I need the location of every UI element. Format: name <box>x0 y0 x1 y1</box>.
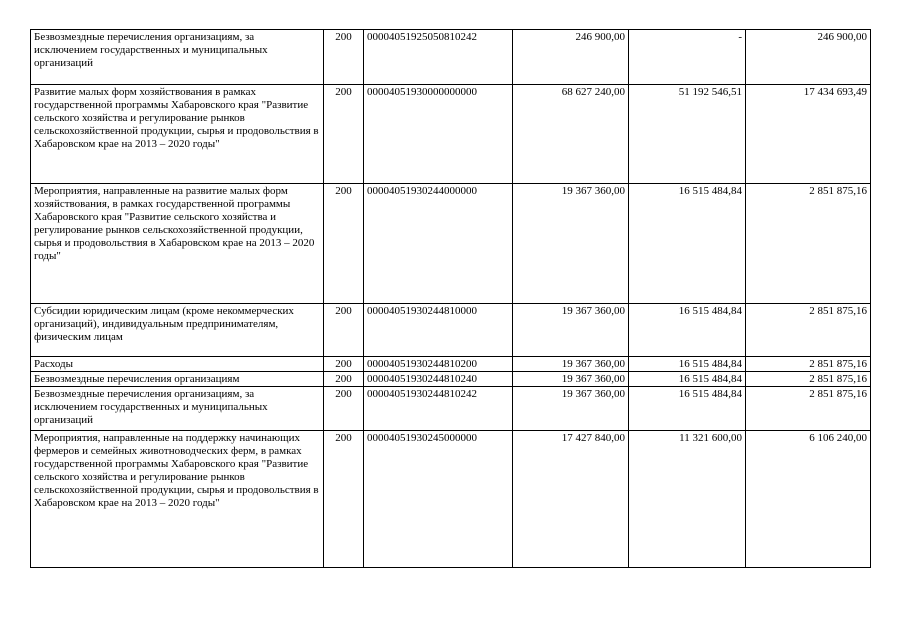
unexecuted-amount-cell: 2 851 875,16 <box>746 184 871 304</box>
approved-amount-cell: 68 627 240,00 <box>513 85 629 184</box>
unexecuted-amount-cell: 6 106 240,00 <box>746 431 871 568</box>
classification-code-cell: 00004051930000000000 <box>364 85 513 184</box>
admin-code-cell: 200 <box>324 85 364 184</box>
unexecuted-amount-cell: 2 851 875,16 <box>746 304 871 357</box>
executed-amount-cell: 16 515 484,84 <box>629 184 746 304</box>
table-row <box>31 357 871 372</box>
classification-code-cell: 00004051930244810000 <box>364 304 513 357</box>
executed-amount-cell: 16 515 484,84 <box>629 304 746 357</box>
row-name-cell: Безвозмездные перечисления организациям, за исключением государственных и муниципальных организаций <box>31 387 324 431</box>
classification-code-cell: 00004051930244810200 <box>364 357 513 372</box>
approved-amount-cell: 19 367 360,00 <box>513 184 629 304</box>
admin-code-cell: 200 <box>324 304 364 357</box>
executed-amount-cell: 16 515 484,84 <box>629 372 746 387</box>
approved-amount-cell: 19 367 360,00 <box>513 372 629 387</box>
classification-code-cell: 00004051930244000000 <box>364 184 513 304</box>
admin-code-cell: 200 <box>324 431 364 568</box>
executed-amount-cell: 16 515 484,84 <box>629 387 746 431</box>
classification-code-cell: 00004051930244810240 <box>364 372 513 387</box>
executed-amount-cell: 11 321 600,00 <box>629 431 746 568</box>
executed-amount-cell: 16 515 484,84 <box>629 357 746 372</box>
admin-code-cell: 200 <box>324 30 364 85</box>
classification-code-cell: 00004051925050810242 <box>364 30 513 85</box>
approved-amount-cell: 19 367 360,00 <box>513 387 629 431</box>
row-name-cell: Субсидии юридическим лицам (кроме некоммерческих организаций), индивидуальным предпринимателям, физическим лицам <box>31 304 324 357</box>
executed-amount-cell: 51 192 546,51 <box>629 85 746 184</box>
admin-code-cell: 200 <box>324 184 364 304</box>
row-name-cell: Безвозмездные перечисления организациям <box>31 372 324 387</box>
row-name-cell: Безвозмездные перечисления организациям, за исключением государственных и муниципальных организаций <box>31 30 324 85</box>
table-row <box>31 304 871 357</box>
row-name-cell: Мероприятия, направленные на развитие малых форм хозяйствования, в рамках государственной программы Хабаровского края "Развитие сельского хозяйства и регулирование рынков сельскохозяйственной продукции, сырья и продовольствия в Хабаровском крае на 2013 – 2020 годы" <box>31 184 324 304</box>
approved-amount-cell: 246 900,00 <box>513 30 629 85</box>
unexecuted-amount-cell: 2 851 875,16 <box>746 387 871 431</box>
classification-code-cell: 00004051930245000000 <box>364 431 513 568</box>
row-name-cell: Мероприятия, направленные на поддержку начинающих фермеров и семейных животноводческих ферм, в рамках государственной программы Хабаровского края "Развитие сельского хозяйства и регулирование рынков сельскохозяйственной продукции, сырья и продовольствия в Хабаровском крае на 2013 – 2020 годы" <box>31 431 324 568</box>
approved-amount-cell: 19 367 360,00 <box>513 304 629 357</box>
admin-code-cell: 200 <box>324 372 364 387</box>
admin-code-cell: 200 <box>324 387 364 431</box>
table-row <box>31 372 871 387</box>
executed-amount-cell: - <box>629 30 746 85</box>
table-row <box>31 184 871 304</box>
table-row <box>31 85 871 184</box>
row-name-cell: Расходы <box>31 357 324 372</box>
classification-code-cell: 00004051930244810242 <box>364 387 513 431</box>
budget-execution-table <box>30 29 871 568</box>
table-row <box>31 30 871 85</box>
unexecuted-amount-cell: 2 851 875,16 <box>746 372 871 387</box>
unexecuted-amount-cell: 17 434 693,49 <box>746 85 871 184</box>
approved-amount-cell: 19 367 360,00 <box>513 357 629 372</box>
table-row <box>31 387 871 431</box>
approved-amount-cell: 17 427 840,00 <box>513 431 629 568</box>
unexecuted-amount-cell: 246 900,00 <box>746 30 871 85</box>
table-row <box>31 431 871 568</box>
admin-code-cell: 200 <box>324 357 364 372</box>
row-name-cell: Развитие малых форм хозяйствования в рамках государственной программы Хабаровского края "Развитие сельского хозяйства и регулирование рынков сельскохозяйственной продукции, сырья и продовольствия в Хабаровском крае на 2013 – 2020 годы" <box>31 85 324 184</box>
unexecuted-amount-cell: 2 851 875,16 <box>746 357 871 372</box>
